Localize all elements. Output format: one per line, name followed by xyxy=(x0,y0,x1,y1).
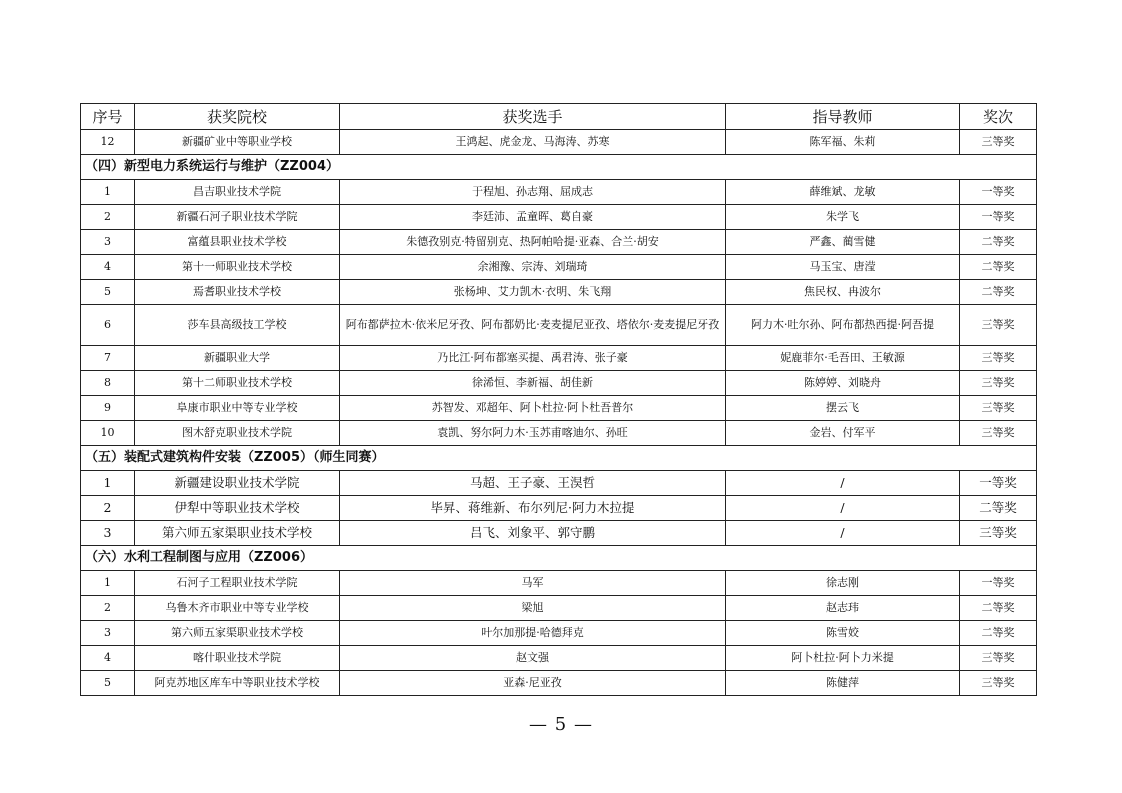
cell-teachers: 陈婷婷、刘晓舟 xyxy=(726,371,960,396)
table-row xyxy=(81,230,1037,255)
table-row xyxy=(81,646,1037,671)
cell-teachers: / xyxy=(726,521,960,546)
cell-award: 三等奖 xyxy=(960,305,1037,346)
cell-school: 莎车县高级技工学校 xyxy=(135,305,340,346)
cell-teachers: 阿卜杜拉·阿卜力米提 xyxy=(726,646,960,671)
header-no: 序号 xyxy=(81,104,135,130)
cell-no: 3 xyxy=(81,521,135,546)
cell-school: 富蕴县职业技术学校 xyxy=(135,230,340,255)
header-players: 获奖选手 xyxy=(340,104,726,130)
cell-award: 一等奖 xyxy=(960,205,1037,230)
cell-school: 第十二师职业技术学校 xyxy=(135,371,340,396)
cell-school: 图木舒克职业技术学院 xyxy=(135,421,340,446)
cell-players: 徐浠恒、李新福、胡佳新 xyxy=(340,371,726,396)
cell-players: 阿布都萨拉木·依米尼牙孜、阿布都奶比·麦麦提尼亚孜、塔依尔·麦麦提尼牙孜 xyxy=(340,305,726,346)
cell-award: 一等奖 xyxy=(960,571,1037,596)
cell-no: 3 xyxy=(81,621,135,646)
table-row xyxy=(81,621,1037,646)
table-row xyxy=(81,130,1037,155)
cell-award: 三等奖 xyxy=(960,421,1037,446)
cell-players: 张杨坤、艾力凯木·衣明、朱飞翔 xyxy=(340,280,726,305)
cell-award: 三等奖 xyxy=(960,130,1037,155)
cell-players: 马军 xyxy=(340,571,726,596)
cell-no: 5 xyxy=(81,280,135,305)
awards-table xyxy=(80,103,1037,696)
cell-school: 阜康市职业中等专业学校 xyxy=(135,396,340,421)
section-title: （六）水利工程制图与应用（ZZ006） xyxy=(81,546,1037,571)
cell-teachers: 马玉宝、唐滢 xyxy=(726,255,960,280)
table-row xyxy=(81,596,1037,621)
table-row xyxy=(81,255,1037,280)
cell-no: 2 xyxy=(81,496,135,521)
cell-teachers: 朱学飞 xyxy=(726,205,960,230)
cell-players: 王鸿起、虎金龙、马海涛、苏寒 xyxy=(340,130,726,155)
cell-school: 第六师五家渠职业技术学校 xyxy=(135,621,340,646)
cell-teachers: 焦民权、冉波尔 xyxy=(726,280,960,305)
table-row xyxy=(81,396,1037,421)
cell-school: 石河子工程职业技术学院 xyxy=(135,571,340,596)
cell-players: 梁旭 xyxy=(340,596,726,621)
cell-no: 1 xyxy=(81,571,135,596)
cell-award: 二等奖 xyxy=(960,230,1037,255)
cell-school: 新疆建设职业技术学院 xyxy=(135,471,340,496)
cell-school: 昌吉职业技术学院 xyxy=(135,180,340,205)
table-row xyxy=(81,180,1037,205)
section-title: （五）装配式建筑构件安装（ZZ005）（师生同赛） xyxy=(81,446,1037,471)
section-title: （四）新型电力系统运行与维护（ZZ004） xyxy=(81,155,1037,180)
cell-award: 二等奖 xyxy=(960,255,1037,280)
cell-award: 一等奖 xyxy=(960,471,1037,496)
cell-teachers: 徐志刚 xyxy=(726,571,960,596)
table-row xyxy=(81,421,1037,446)
cell-school: 新疆职业大学 xyxy=(135,346,340,371)
cell-teachers: 严鑫、蔺雪健 xyxy=(726,230,960,255)
cell-school: 伊犁中等职业技术学校 xyxy=(135,496,340,521)
cell-no: 2 xyxy=(81,205,135,230)
cell-award: 二等奖 xyxy=(960,280,1037,305)
cell-players: 苏智发、邓超年、阿卜杜拉·阿卜杜吾普尔 xyxy=(340,396,726,421)
cell-school: 乌鲁木齐市职业中等专业学校 xyxy=(135,596,340,621)
cell-players: 乃比江·阿布都塞买提、禹君涛、张子豪 xyxy=(340,346,726,371)
cell-teachers: / xyxy=(726,496,960,521)
table-row xyxy=(81,205,1037,230)
cell-school: 焉耆职业技术学校 xyxy=(135,280,340,305)
cell-teachers: 妮鹿菲尔·毛吾田、王敏源 xyxy=(726,346,960,371)
cell-players: 毕昇、蒋维新、布尔列尼·阿力木拉提 xyxy=(340,496,726,521)
cell-award: 三等奖 xyxy=(960,671,1037,696)
table-row xyxy=(81,521,1037,546)
cell-school: 第六师五家渠职业技术学校 xyxy=(135,521,340,546)
cell-teachers: 阿力木·吐尔孙、阿布都热西提·阿吾提 xyxy=(726,305,960,346)
cell-no: 3 xyxy=(81,230,135,255)
cell-award: 三等奖 xyxy=(960,646,1037,671)
table-row xyxy=(81,496,1037,521)
cell-no: 12 xyxy=(81,130,135,155)
cell-teachers: 陈军福、朱莉 xyxy=(726,130,960,155)
table-row xyxy=(81,280,1037,305)
cell-no: 1 xyxy=(81,180,135,205)
cell-players: 朱德孜别克·特留别克、热阿帕哈提·亚森、合兰·胡安 xyxy=(340,230,726,255)
cell-teachers: 摆云飞 xyxy=(726,396,960,421)
cell-no: 4 xyxy=(81,255,135,280)
cell-award: 三等奖 xyxy=(960,371,1037,396)
cell-award: 二等奖 xyxy=(960,496,1037,521)
cell-award: 二等奖 xyxy=(960,596,1037,621)
table-body xyxy=(81,130,1037,696)
cell-players: 赵文强 xyxy=(340,646,726,671)
header-teachers: 指导教师 xyxy=(726,104,960,130)
table-row xyxy=(81,571,1037,596)
cell-no: 5 xyxy=(81,671,135,696)
section-row xyxy=(81,546,1037,571)
table-row xyxy=(81,671,1037,696)
cell-school: 喀什职业技术学院 xyxy=(135,646,340,671)
cell-no: 8 xyxy=(81,371,135,396)
table-row xyxy=(81,305,1037,346)
cell-no: 10 xyxy=(81,421,135,446)
cell-no: 6 xyxy=(81,305,135,346)
cell-school: 第十一师职业技术学校 xyxy=(135,255,340,280)
cell-players: 袁凯、努尔阿力木·玉苏甫喀迪尔、孙旺 xyxy=(340,421,726,446)
table-row xyxy=(81,371,1037,396)
cell-award: 一等奖 xyxy=(960,180,1037,205)
cell-players: 吕飞、刘象平、郭守鹏 xyxy=(340,521,726,546)
cell-school: 新疆矿业中等职业学校 xyxy=(135,130,340,155)
page-number: — 5 — xyxy=(529,714,593,735)
cell-award: 三等奖 xyxy=(960,396,1037,421)
section-row xyxy=(81,155,1037,180)
cell-teachers: 薛维斌、龙敏 xyxy=(726,180,960,205)
cell-players: 叶尔加那提·哈德拜克 xyxy=(340,621,726,646)
cell-teachers: 陈雪姣 xyxy=(726,621,960,646)
cell-players: 于程旭、孙志翔、屈成志 xyxy=(340,180,726,205)
cell-teachers: 赵志玮 xyxy=(726,596,960,621)
cell-award: 二等奖 xyxy=(960,621,1037,646)
cell-no: 1 xyxy=(81,471,135,496)
cell-players: 亚森·尼亚孜 xyxy=(340,671,726,696)
cell-no: 7 xyxy=(81,346,135,371)
cell-players: 马超、王子豪、王淏哲 xyxy=(340,471,726,496)
table-row xyxy=(81,346,1037,371)
cell-teachers: 陈健萍 xyxy=(726,671,960,696)
header-school: 获奖院校 xyxy=(135,104,340,130)
header-award: 奖次 xyxy=(960,104,1037,130)
cell-award: 三等奖 xyxy=(960,346,1037,371)
cell-school: 新疆石河子职业技术学院 xyxy=(135,205,340,230)
cell-no: 4 xyxy=(81,646,135,671)
cell-players: 李廷沛、孟童晖、葛自豪 xyxy=(340,205,726,230)
cell-school: 阿克苏地区库车中等职业技术学校 xyxy=(135,671,340,696)
header-row xyxy=(81,104,1037,130)
cell-teachers: / xyxy=(726,471,960,496)
cell-no: 9 xyxy=(81,396,135,421)
section-row xyxy=(81,446,1037,471)
cell-teachers: 金岩、付军平 xyxy=(726,421,960,446)
cell-award: 三等奖 xyxy=(960,521,1037,546)
table-row xyxy=(81,471,1037,496)
cell-no: 2 xyxy=(81,596,135,621)
cell-players: 余湘豫、宗涛、刘瑞琦 xyxy=(340,255,726,280)
